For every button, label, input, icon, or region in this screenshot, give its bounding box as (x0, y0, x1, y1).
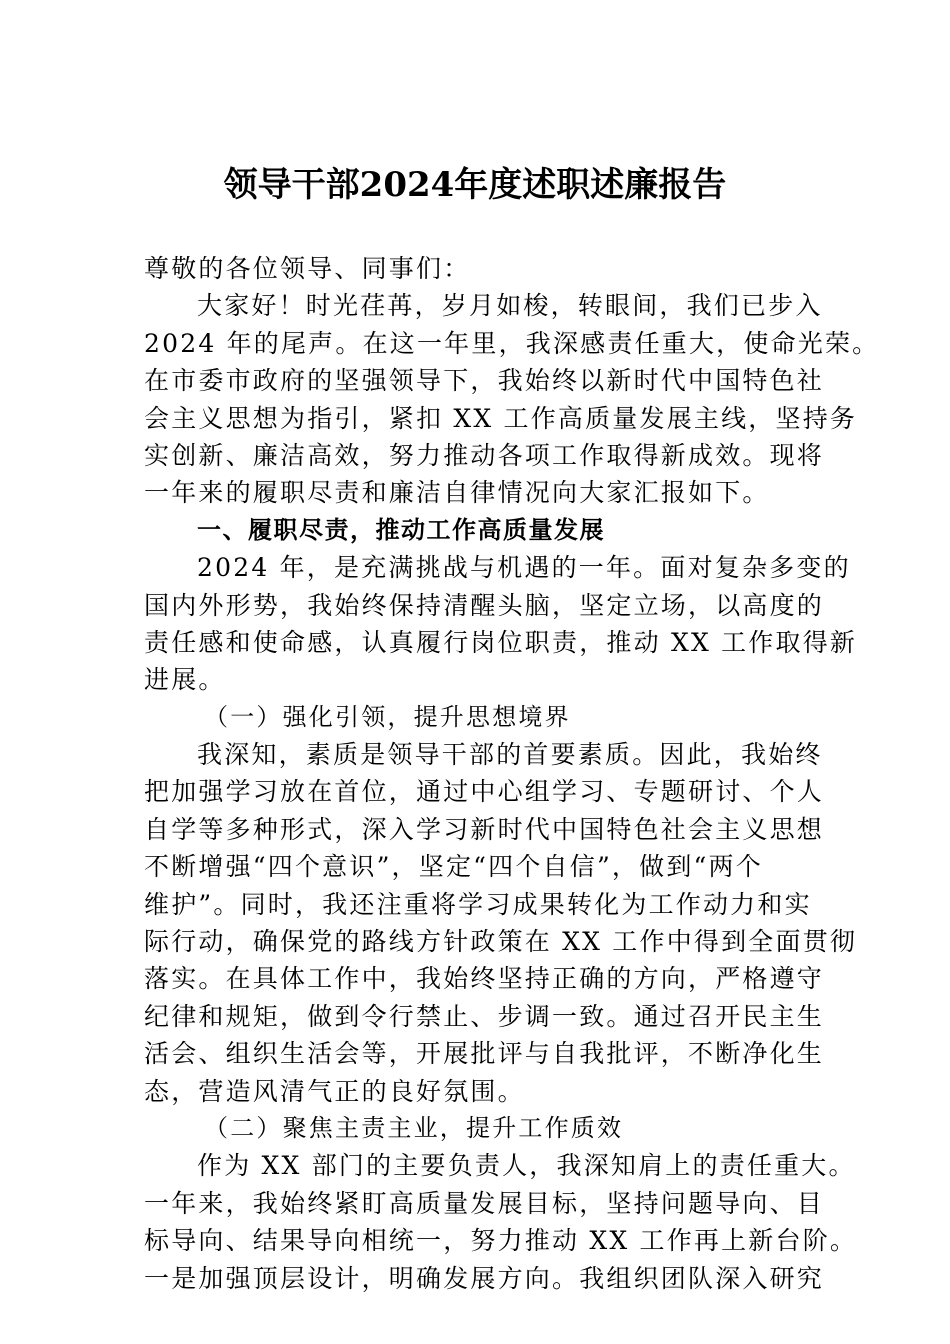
body-text-line: 自学等多种形式，深入学习新时代中国特色社会主义思想 (144, 814, 825, 844)
body-text-line: 作为 XX 部门的主要负责人，我深知肩上的责任重大。 (197, 1151, 856, 1181)
body-text-line: 际行动，确保党的路线方针政策在 XX 工作中得到全面贯彻 (144, 927, 858, 957)
body-text-line: 落实。在具体工作中，我始终坚持正确的方向，严格遵守 (144, 964, 825, 994)
body-text-line: 维护”。同时，我还注重将学习成果转化为工作动力和实 (144, 889, 812, 919)
salutation: 尊敬的各位领导、同事们： (144, 254, 471, 283)
body-text-line: 2024 年，是充满挑战与机遇的一年。面对复杂多变的 (197, 553, 851, 583)
body-text-line: 会主义思想为指引，紧扣 XX 工作高质量发展主线，坚持务 (144, 403, 858, 433)
body-text-line: 一年来的履职尽责和廉洁自律情况向大家汇报如下。 (144, 478, 770, 508)
body-text-line: 一年来，我始终紧盯高质量发展目标，坚持问题导向、目 (144, 1188, 825, 1218)
body-text-line: 实创新、廉洁高效，努力推动各项工作取得新成效。现将 (144, 440, 825, 470)
body-text-line: 责任感和使命感，认真履行岗位职责，推动 XX 工作取得新 (144, 627, 858, 657)
subsection-heading: （一）强化引领，提升思想境界 (204, 702, 571, 731)
section-heading: 一、履职尽责，推动工作高质量发展 (197, 515, 605, 544)
body-text-line: 我深知，素质是领导干部的首要素质。因此，我始终 (197, 740, 823, 770)
body-text-line: 2024 年的尾声。在这一年里，我深感责任重大，使命光荣。 (144, 328, 880, 358)
document-body (144, 250, 880, 1297)
body-text-line: 把加强学习放在首位，通过中心组学习、专题研讨、个人 (144, 777, 825, 807)
body-text-line: 不断增强“四个意识”，坚定“四个自信”，做到“两个 (144, 852, 763, 882)
body-text-line: 在市委市政府的坚强领导下，我始终以新时代中国特色社 (144, 366, 825, 396)
subsection-heading: （二）聚焦主责主业，提升工作质效 (204, 1113, 624, 1142)
body-text-line: 活会、组织生活会等，开展批评与自我批评，不断净化生 (144, 1039, 825, 1069)
body-text-line: 纪律和规矩，做到令行禁止、步调一致。通过召开民主生 (144, 1001, 825, 1031)
document-title: 领导干部2024年度述职述廉报告 (223, 165, 727, 205)
body-text-line: 大家好！时光荏苒，岁月如梭，转眼间，我们已步入 (197, 291, 823, 321)
body-text-line: 态，营造风清气正的良好氛围。 (144, 1076, 525, 1106)
body-text-line: 一是加强顶层设计，明确发展方向。我组织团队深入研究 (144, 1263, 825, 1293)
body-text-line: 国内外形势，我始终保持清醒头脑，坚定立场，以高度的 (144, 590, 825, 620)
body-text-line: 进展。 (144, 665, 226, 695)
body-text-line: 标导向、结果导向相统一，努力推动 XX 工作再上新台阶。 (144, 1226, 858, 1256)
